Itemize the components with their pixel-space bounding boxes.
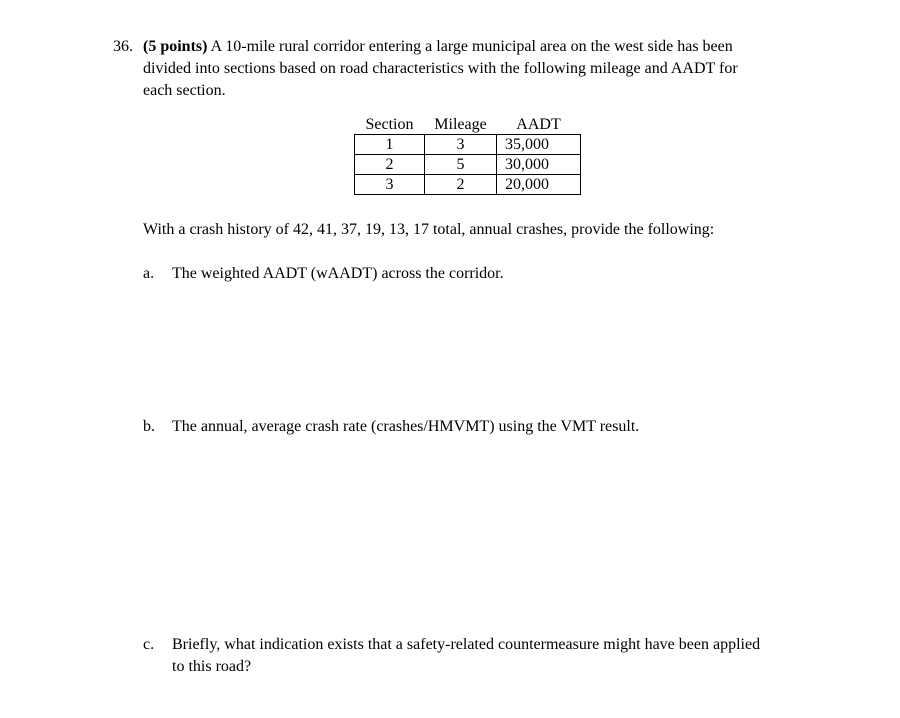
table-row xyxy=(355,135,581,155)
cell-mileage: 2 xyxy=(425,175,497,195)
part-b-text: The annual, average crash rate (crashes/HMVMT) using the VMT result. xyxy=(172,418,640,435)
part-b-letter: b. xyxy=(143,418,155,435)
cell-section: 2 xyxy=(355,155,425,175)
question-intro-text-1: A 10-mile rural corridor entering a large municipal area on the west side has been xyxy=(207,38,733,55)
table-row xyxy=(355,155,581,175)
question-intro-line-2: divided into sections based on road characteristics with the following mileage and AADT for xyxy=(143,60,738,77)
cell-aadt: 35,000 xyxy=(497,135,581,155)
question-number: 36. xyxy=(113,38,133,55)
header-section: Section xyxy=(365,115,414,133)
crash-history-text: With a crash history of 42, 41, 37, 19, 13, 17 total, annual crashes, provide the following: xyxy=(143,221,715,238)
header-aadt: AADT xyxy=(516,115,561,133)
part-c-text-line-2: to this road? xyxy=(172,658,252,675)
question-intro-line-1 xyxy=(143,36,733,58)
table-header-row xyxy=(355,114,581,135)
part-a-text: The weighted AADT (wAADT) across the corridor. xyxy=(172,265,504,282)
cell-mileage: 5 xyxy=(425,155,497,175)
question-intro-line-3: each section. xyxy=(143,82,226,99)
header-mileage: Mileage xyxy=(434,115,487,133)
question-points: (5 points) xyxy=(143,38,208,55)
part-a-letter: a. xyxy=(143,265,155,282)
cell-section: 3 xyxy=(355,175,425,195)
section-data-table xyxy=(354,114,581,195)
cell-section: 1 xyxy=(355,135,425,155)
cell-aadt: 30,000 xyxy=(497,155,581,175)
cell-aadt: 20,000 xyxy=(497,175,581,195)
table-row xyxy=(355,175,581,195)
cell-mileage: 3 xyxy=(425,135,497,155)
part-c-text-line-1: Briefly, what indication exists that a safety-related countermeasure might have been applied xyxy=(172,636,761,653)
part-c-letter: c. xyxy=(143,636,155,653)
